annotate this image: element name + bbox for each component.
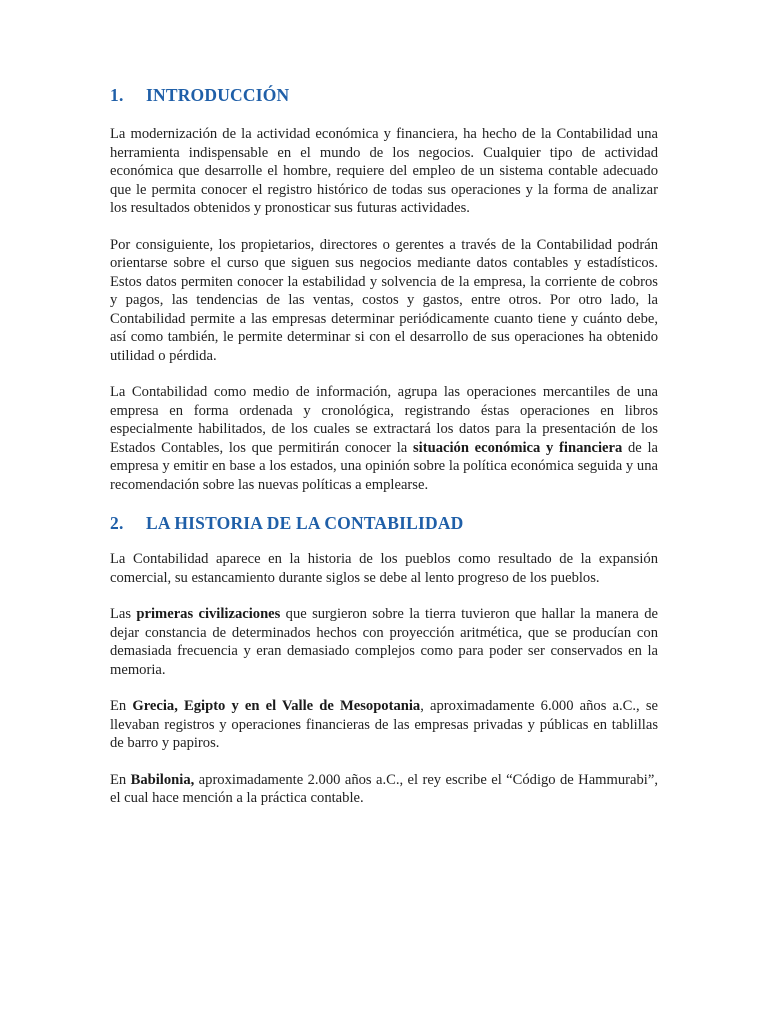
intro-paragraph-1 xyxy=(110,125,658,218)
history-paragraph-2-text-a: Las xyxy=(110,606,137,622)
intro-paragraph-3-text-a: La Contabilidad como medio de información, agrupa las operaciones mercantiles de una empresa en forma ordenada y cronológica, registrando éstas operaciones en libros especialmente habilitados, de los cuales se extractará los datos para la presentación de los Estados Contables, los que permitirán conocer la xyxy=(110,384,658,456)
section-2-heading xyxy=(110,512,658,534)
section-2-number: 2. xyxy=(110,513,124,533)
history-paragraph-3 xyxy=(110,697,658,753)
intro-paragraph-1-text: La modernización de la actividad económica y financiera, ha hecho de la Contabilidad una herramienta indispensable en el mundo de los negocios. Cualquier tipo de actividad económica que desarrolle el hombre, requiere del empleo de un sistema contable adecuado que le permita conocer el registro histórico de todas sus operaciones y la forma de analizar los resultados obtenidos y pronosticar sus futuras actividades. xyxy=(110,126,658,216)
intro-paragraph-3-bold: situación económica y financiera xyxy=(413,439,623,456)
history-paragraph-2-text-b: que surgieron sobre la tierra tuvieron que hallar la manera de dejar constancia de determinados hechos con proyección aritmética, que se producían con demasiada frecuencia y eran demasiado complejos como para poder ser conservados en la memoria. xyxy=(110,606,658,678)
history-paragraph-2-bold: primeras civilizaciones xyxy=(136,606,281,622)
history-paragraph-4 xyxy=(110,771,658,808)
intro-paragraph-2 xyxy=(110,236,658,366)
history-paragraph-2 xyxy=(110,605,658,679)
history-paragraph-3-bold: Grecia, Egipto y en el Valle de Mesopotania xyxy=(132,698,421,714)
intro-paragraph-3 xyxy=(110,383,658,494)
history-paragraph-1-text: La Contabilidad aparece en la historia de los pueblos como resultado de la expansión comercial, su estancamiento durante siglos se debe al lento progreso de los pueblos. xyxy=(110,551,658,586)
history-paragraph-4-text-b: aproximadamente 2.000 años a.C., el rey escribe el “Código de Hammurabi”, el cual hace mención a la práctica contable. xyxy=(110,771,658,806)
section-1-heading xyxy=(110,84,658,106)
section-1-number: 1. xyxy=(110,85,124,105)
section-1-title: INTRODUCCIÓN xyxy=(146,85,290,105)
history-paragraph-3-text-b: , aproximadamente 6.000 años a.C., se llevaban registros y operaciones financieras de las empresas privadas y públicas en tablillas de barro y papiros. xyxy=(110,698,658,751)
section-2-title: LA HISTORIA DE LA CONTABILIDAD xyxy=(146,513,464,533)
intro-paragraph-2-text: Por consiguiente, los propietarios, directores o gerentes a través de la Contabilidad podrán orientarse sobre el curso que siguen sus negocios mediante datos contables y estadísticos. Estos datos permiten conocer la estabilidad y solvencia de la empresa, la corriente de cobros y pagos, las tendencias de las ventas, costos y gastos, entre otros. Por otro lado, la Contabilidad permite a las empresas determinar periódicamente cuanto tiene y cuánto debe, así como también, le permite determinar si con el desarrollo de sus operaciones ha obtenido utilidad o pérdida. xyxy=(110,236,658,364)
history-paragraph-4-text-a: En xyxy=(110,771,131,788)
document-page xyxy=(110,84,658,826)
history-paragraph-4-bold: Babilonia, xyxy=(130,771,195,788)
history-paragraph-1 xyxy=(110,550,658,587)
intro-paragraph-3-text-b: de la empresa y emitir en base a los estados, una opinión sobre la política económica seguida y una recomendación sobre las nuevas políticas a emplearse. xyxy=(110,439,658,493)
history-paragraph-3-text-a: En xyxy=(110,698,133,714)
